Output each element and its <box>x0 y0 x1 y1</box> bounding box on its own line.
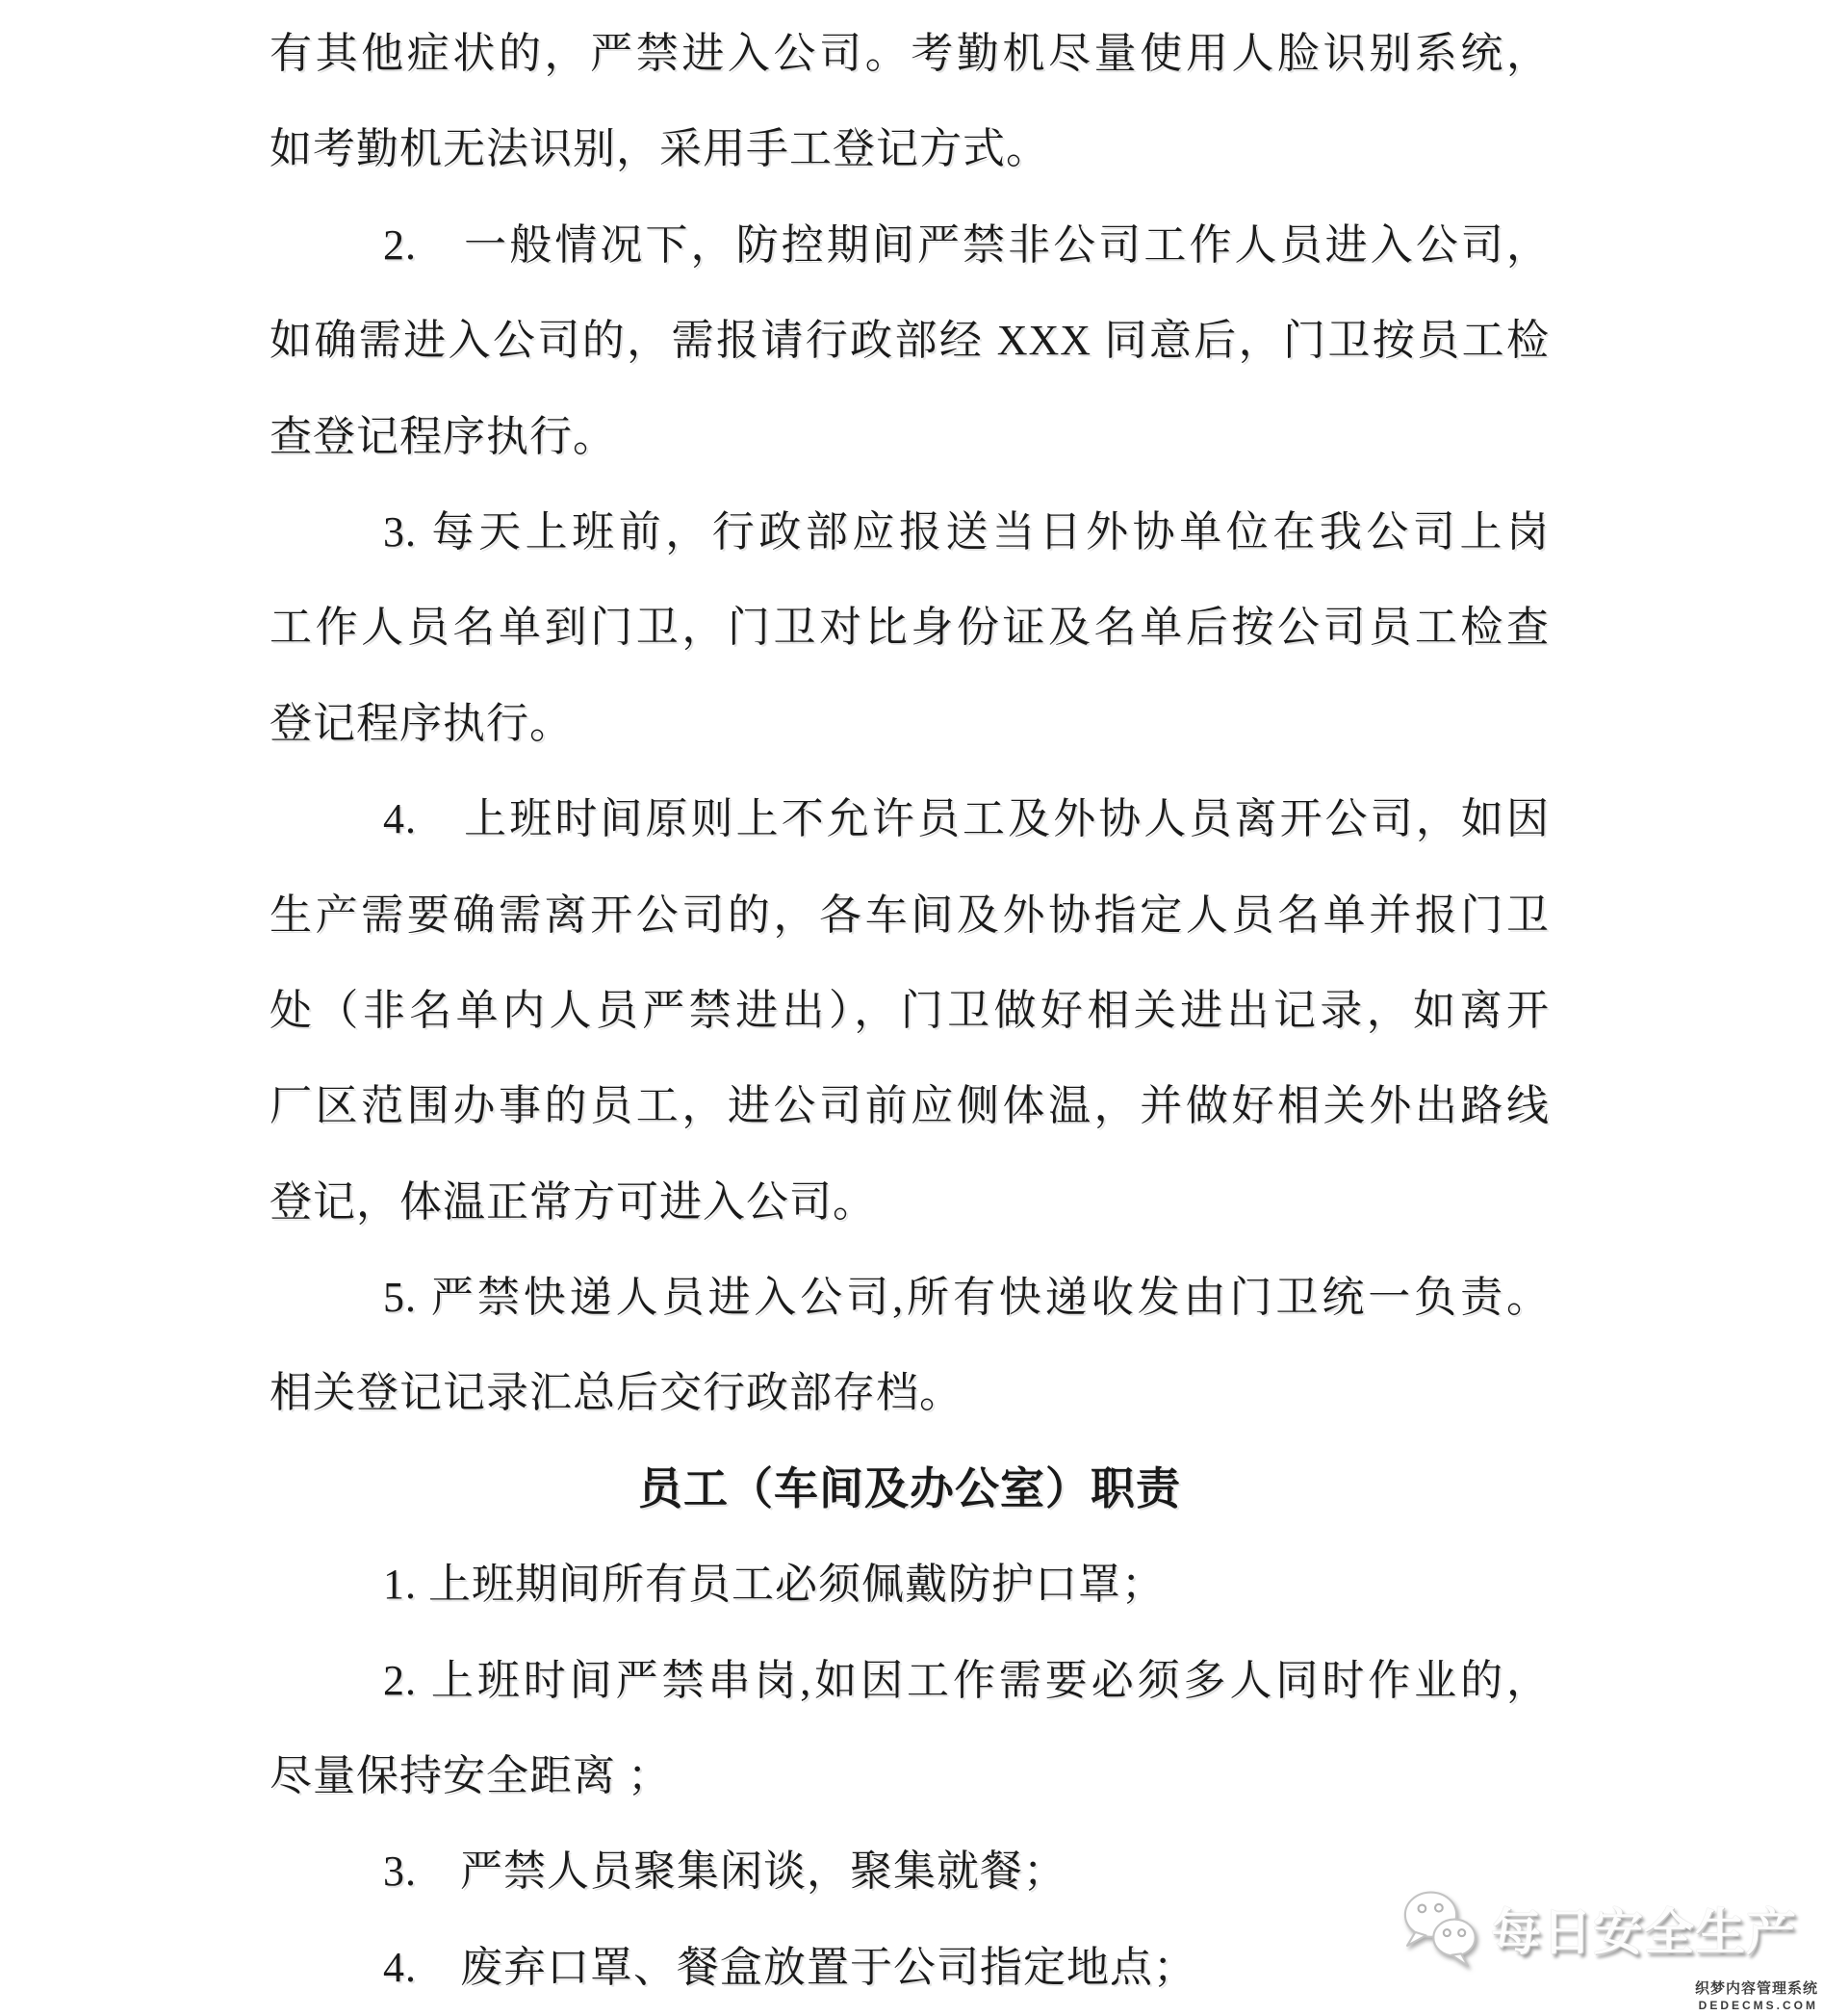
cms-credit <box>1695 1979 1818 2013</box>
document-line: 登记，体温正常方可进入公司。 <box>270 1177 876 1226</box>
wechat-icon <box>1400 1885 1481 1970</box>
document-line: 处（非名单内人员严禁进出），门卫做好相关进出记录，如离开 <box>270 986 1550 1034</box>
document-line: 2. 上班时间严禁串岗,如因工作需要必须多人同时作业的， <box>383 1656 1550 1704</box>
document-line: 1. 上班期间所有员工必须佩戴防护口罩； <box>383 1561 1165 1609</box>
document-line: 有其他症状的，严禁进入公司。考勤机尽量使用人脸识别系统， <box>270 30 1550 77</box>
document-line: 2. 一般情况下，防控期间严禁非公司工作人员进入公司， <box>383 220 1550 269</box>
brand-watermark <box>1400 1885 1797 1970</box>
document-line: 相关登记记录汇总后交行政部存档。 <box>270 1369 963 1417</box>
document-line: 如考勤机无法识别，采用手工登记方式。 <box>270 125 1049 173</box>
document-line: 尽量保持安全距离 ； <box>270 1752 671 1800</box>
document-line: 生产需要确需离开公司的，各车间及外协指定人员名单并报门卫 <box>270 891 1550 939</box>
document-line: 4. 废弃口罩、餐盒放置于公司指定地点； <box>383 1943 1196 1991</box>
section-heading: 员工（车间及办公室）职责 <box>638 1463 1181 1513</box>
document-body <box>270 0 1550 2015</box>
document-line: 4. 上班时间原则上不允许员工及外协人员离开公司，如因 <box>383 795 1550 843</box>
document-line: 登记程序执行。 <box>270 699 573 747</box>
brand-watermark-text: 每日安全生产 <box>1491 1904 1798 1961</box>
cms-credit-line1: 织梦内容管理系统 <box>1694 1980 1818 1997</box>
document-line: 查登记程序执行。 <box>270 412 616 460</box>
document-line: 厂区范围办事的员工，进公司前应侧体温，并做好相关外出路线 <box>270 1082 1550 1130</box>
document-line: 5. 严禁快递人员进入公司,所有快递收发由门卫统一负责。 <box>383 1274 1550 1322</box>
document-line: 工作人员名单到门卫，门卫对比身份证及名单后按公司员工检查 <box>270 604 1550 652</box>
cms-credit-line2: DEDECMS.COM <box>1698 1999 1818 2012</box>
document-line: 3. 每天上班前，行政部应报送当日外协单位在我公司上岗 <box>383 507 1550 556</box>
document-line: 3. 严禁人员聚集闲谈，聚集就餐； <box>383 1848 1066 1896</box>
document-line: 如确需进入公司的，需报请行政部经 XXX 同意后，门卫按员工检 <box>270 317 1550 365</box>
